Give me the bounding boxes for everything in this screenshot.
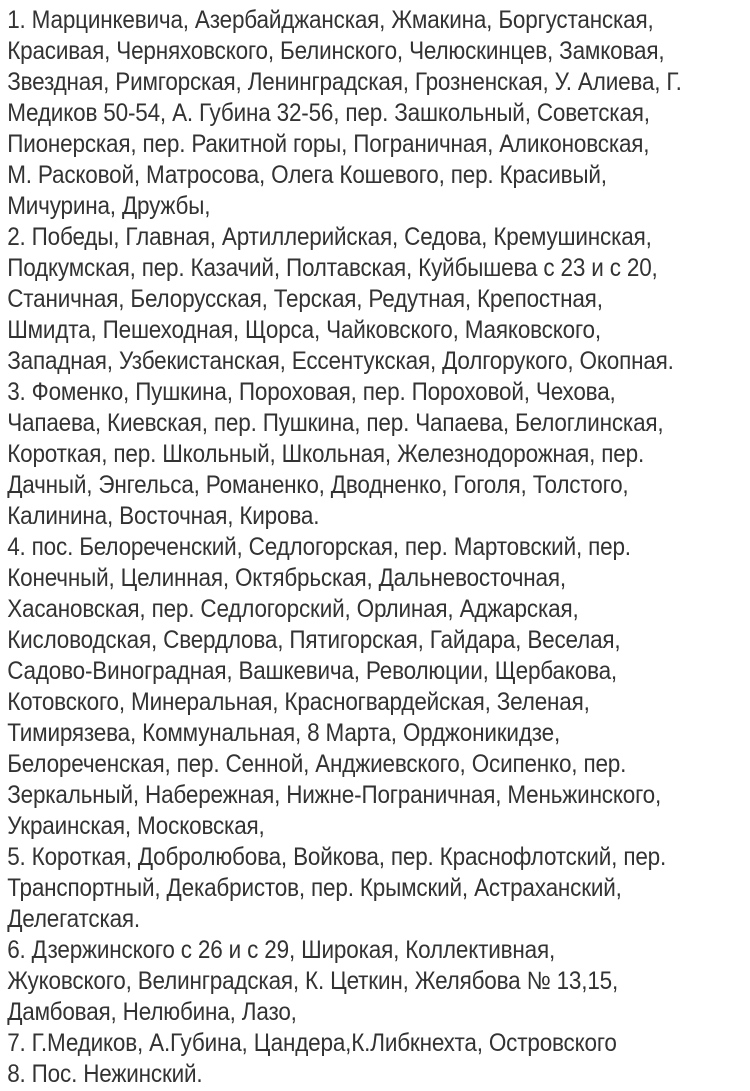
text-line: 5. Короткая, Добролюбова, Войкова, пер. Краснофлотский, пер. bbox=[7, 843, 667, 871]
text-line: Чапаева, Киевская, пер. Пушкина, пер. Чапаева, Белоглинская, bbox=[7, 409, 664, 437]
text-line: 1. Марцинкевича, Азербайджанская, Жмакина, Боргустанская, bbox=[7, 6, 654, 34]
text-line: Медиков 50-54, А. Губина 32-56, пер. Зашкольный, Советская, bbox=[7, 99, 650, 127]
text-line: Делегатская. bbox=[7, 905, 141, 933]
district-paragraph-3 bbox=[7, 377, 741, 532]
text-line: Звездная, Римгорская, Ленинградская, Грозненская, У. Алиева, Г. bbox=[7, 68, 682, 96]
text-line: Хасановская, пер. Седлогорский, Орлиная, Аджарская, bbox=[7, 595, 579, 623]
district-paragraph-6 bbox=[7, 935, 741, 1028]
text-line: Короткая, пер. Школьный, Школьная, Железнодорожная, пер. bbox=[7, 440, 645, 468]
text-line: Котовского, Минеральная, Красногвардейская, Зеленая, bbox=[7, 688, 590, 716]
text-line: Кисловодская, Свердлова, Пятигорская, Гайдара, Веселая, bbox=[7, 626, 621, 654]
text-line: Зеркальный, Набережная, Нижне-Пограничная, Меньжинского, bbox=[7, 781, 662, 809]
district-paragraph-4 bbox=[7, 532, 741, 842]
text-line: 4. пос. Белореченский, Седлогорская, пер. Мартовский, пер. bbox=[7, 533, 631, 561]
text-line: 6. Дзержинского с 26 и с 29, Широкая, Коллективная, bbox=[7, 936, 556, 964]
text-line: Конечный, Целинная, Октябрьская, Дальневосточная, bbox=[7, 564, 566, 592]
text-line: Пионерская, пер. Ракитной горы, Пограничная, Аликоновская, bbox=[7, 130, 650, 158]
text-line: 8. Пос. Нежинский. bbox=[7, 1060, 203, 1088]
text-line: М. Расковой, Матросова, Олега Кошевого, пер. Красивый, bbox=[7, 161, 607, 189]
text-line: Калинина, Восточная, Кирова. bbox=[7, 502, 320, 530]
district-paragraph-5 bbox=[7, 842, 741, 935]
text-line: Жуковского, Велинградская, К. Цеткин, Желябова № 13,15, bbox=[7, 967, 619, 995]
text-line: Белореченская, пер. Сенной, Анджиевского, Осипенко, пер. bbox=[7, 750, 627, 778]
text-line: 2. Победы, Главная, Артиллерийская, Седова, Кремушинская, bbox=[7, 223, 652, 251]
district-paragraph-1 bbox=[7, 5, 741, 222]
text-line: Станичная, Белорусская, Терская, Редутная, Крепостная, bbox=[7, 285, 603, 313]
text-line: Дачный, Энгельса, Романенко, Дводненко, Гоголя, Толстого, bbox=[7, 471, 629, 499]
district-paragraph-8 bbox=[7, 1059, 741, 1090]
district-paragraph-2 bbox=[7, 222, 741, 377]
text-line: Садово-Виноградная, Вашкевича, Революции, Щербакова, bbox=[7, 657, 618, 685]
text-line: Мичурина, Дружбы, bbox=[7, 192, 211, 220]
text-line: Тимирязева, Коммунальная, 8 Марта, Орджоникидзе, bbox=[7, 719, 561, 747]
text-line: Красивая, Черняховского, Белинского, Челюскинцев, Замковая, bbox=[7, 37, 665, 65]
text-line: Подкумская, пер. Казачий, Полтавская, Куйбышева с 23 и с 20, bbox=[7, 254, 658, 282]
district-paragraph-7 bbox=[7, 1028, 741, 1059]
text-line: Шмидта, Пешеходная, Щорса, Чайковского, Маяковского, bbox=[7, 316, 601, 344]
text-line: Западная, Узбекистанская, Ессентукская, Долгорукого, Окопная. bbox=[7, 347, 674, 375]
text-line: Украинская, Московская, bbox=[7, 812, 265, 840]
text-line: Дамбовая, Нелюбина, Лазо, bbox=[7, 998, 297, 1026]
text-line: Транспортный, Декабристов, пер. Крымский, Астраханский, bbox=[7, 874, 622, 902]
text-line: 3. Фоменко, Пушкина, Пороховая, пер. Пороховой, Чехова, bbox=[7, 378, 616, 406]
text-line: 7. Г.Медиков, А.Губина, Цандера,К.Либкнехта, Островского bbox=[7, 1029, 617, 1057]
